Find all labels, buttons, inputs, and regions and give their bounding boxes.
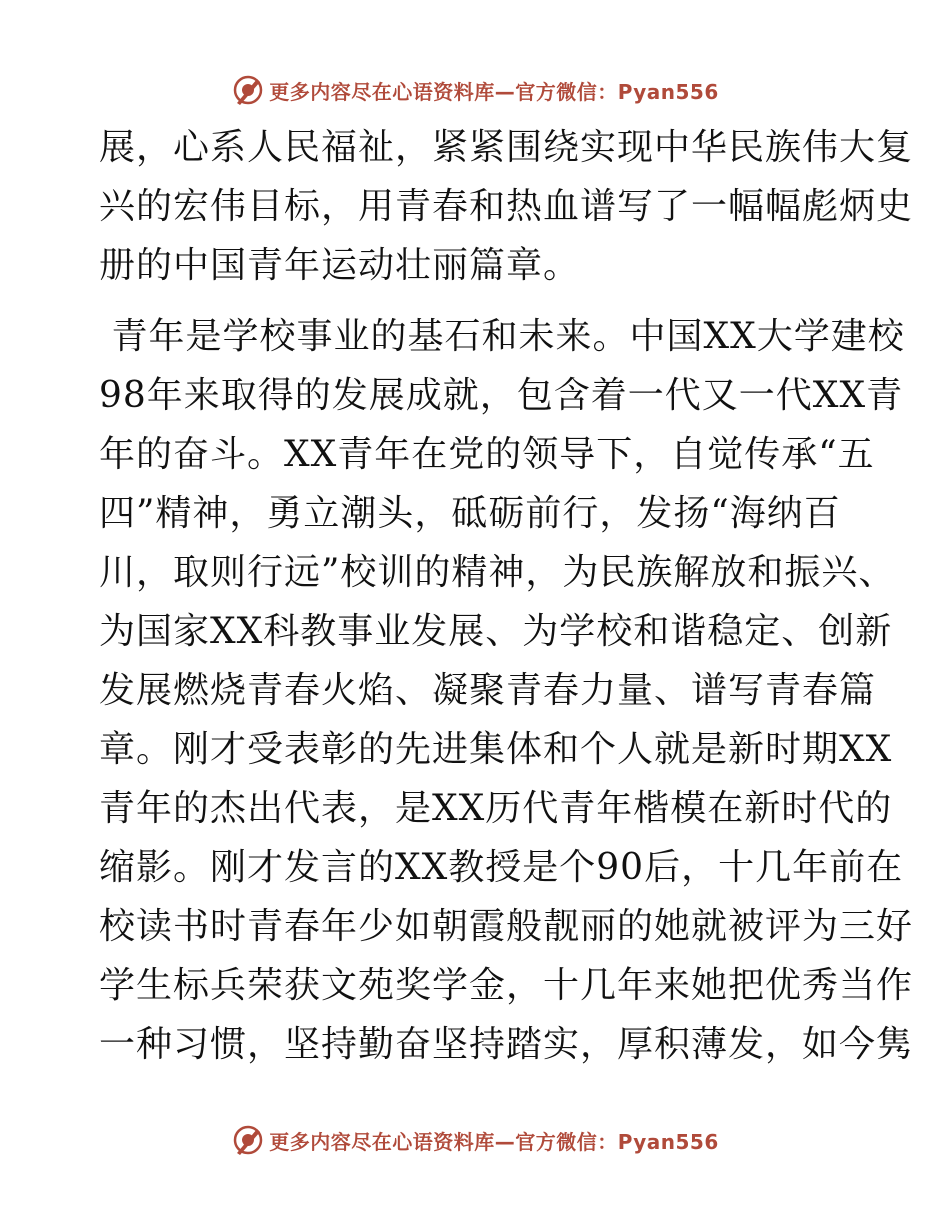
text-line: 青年是学校事业的基石和未来。中国XX大学建校 [99, 316, 905, 357]
text-line: 一种习惯，坚持勤奋坚持踏实，厚积薄发，如今隽 [99, 1024, 914, 1065]
footer-watermark-text: 更多内容尽在心语资料库—官方微信：Pyan556 [269, 1129, 719, 1154]
text-line: 川，取则行远”校训的精神，为民族解放和振兴、 [99, 552, 896, 593]
text-line: 缩影。刚才发言的XX教授是个90后，十几年前在 [99, 847, 904, 888]
document-body [99, 118, 914, 1074]
pen-logo-icon [231, 73, 265, 107]
text-line: 校读书时青春年少如朝霞般靓丽的她就被评为三好 [99, 906, 914, 947]
paragraph-1 [99, 118, 914, 295]
text-line: 学生标兵荣获文苑奖学金，十几年来她把优秀当作 [99, 965, 914, 1006]
text-line: 四”精神，勇立潮头，砥砺前行，发扬“海纳百 [99, 493, 841, 534]
text-line: 发展燃烧青春火焰、凝聚青春力量、谱写青春篇 [99, 670, 877, 711]
header-watermark-banner [0, 70, 950, 110]
header-watermark-text: 更多内容尽在心语资料库—官方微信：Pyan556 [269, 79, 719, 104]
text-line: 年的奋斗。XX青年在党的领导下，自觉传承“五 [99, 434, 875, 475]
paragraph-2 [99, 307, 914, 1074]
text-line: 青年的杰出代表，是XX历代青年楷模在新时代的 [99, 788, 893, 829]
text-line: 98年来取得的发展成就，包含着一代又一代XX青 [99, 375, 904, 416]
pen-logo-icon [231, 1123, 265, 1157]
text-line: 册的中国青年运动壮丽篇章。 [99, 245, 581, 286]
text-line: 展，心系人民福祉，紧紧围绕实现中华民族伟大复 [99, 127, 914, 168]
text-line: 兴的宏伟目标，用青春和热血谱写了一幅幅彪炳史 [99, 186, 914, 227]
text-line: 为国家XX科教事业发展、为学校和谐稳定、创新 [99, 611, 893, 652]
text-line: 章。刚才受表彰的先进集体和个人就是新时期XX [99, 729, 893, 770]
footer-watermark-banner [0, 1120, 950, 1160]
